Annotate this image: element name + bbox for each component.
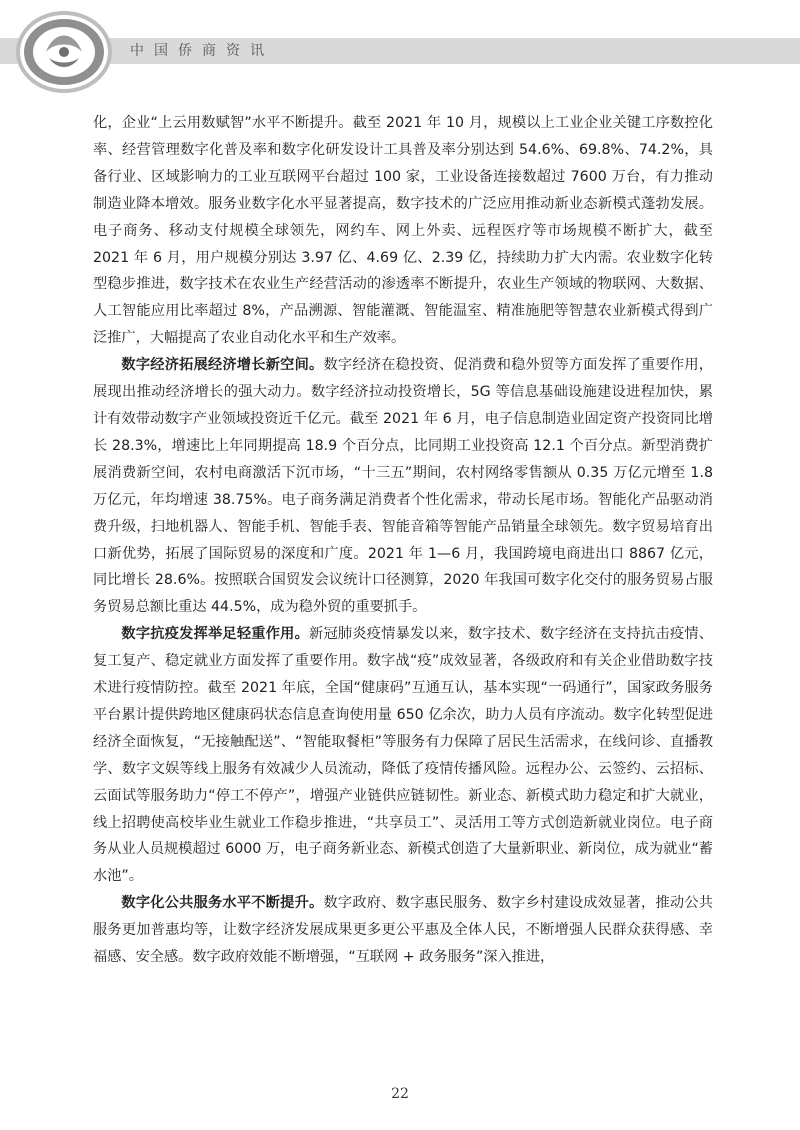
paragraph-2 (93, 352, 713, 621)
paragraph-3 (93, 621, 713, 890)
paragraph-1 (93, 110, 713, 352)
paragraph-lead: 数字经济拓展经济增长新空间。 (121, 357, 324, 374)
header-title: 中国侨商资讯 (130, 43, 274, 59)
paragraph-text: 数字政府、数字惠民服务、数字乡村建设成效显著，推动公共服务更加普惠均等，让数字经济发展成果更多更公平惠及全体人民，不断增强人民群众获得感、幸福感、安全感。数字政府效能不断增强，“互联网 + 政务服务”深入推进， (93, 895, 713, 966)
paragraph-lead: 数字化公共服务水平不断提升。 (121, 895, 324, 912)
body-text (93, 110, 713, 971)
paragraph-text: 数字经济在稳投资、促消费和稳外贸等方面发挥了重要作用，展现出推动经济增长的强大动力。数字经济拉动投资增长，5G 等信息基础设施建设进程加快，累计有效带动数字产业领域投资近千亿元。截至 2021 年 6 月，电子信息制造业固定资产投资同比增长 28.3%，增速比上年同期提高 18.9 个百分点，比同期工业投资高 12.1 个百分点。新型消费扩展消费新空间，农村电商激活下沉市场，“十三五”期间，农村网络零售额从 0.35 万亿元增至 1.8 万亿元，年均增速 38.75%。电子商务满足消费者个性化需求，带动长尾市场。智能化产品驱动消费升级，扫地机器人、智能手机、智能手表、智能音箱等智能产品销量全球领先。数字贸易培育出口新优势，拓展了国际贸易的深度和广度。2021 年 1—6 月，我国跨境电商进出口 8867 亿元，同比增长 28.6%。按照联合国贸发会议统计口径测算，2020 年我国可数字化交付的服务贸易占服务贸易总额比重达 44.5%，成为稳外贸的重要抓手。 (93, 357, 713, 616)
logo-emblem (14, 8, 114, 96)
paragraph-lead: 数字抗疫发挥举足轻重作用。 (121, 626, 310, 643)
page-number: 22 (391, 1086, 409, 1102)
header-band (0, 38, 800, 64)
paragraph-text: 化，企业“上云用数赋智”水平不断提升。截至 2021 年 10 月，规模以上工业企业关键工序数控化率、经营管理数字化普及率和数字化研发设计工具普及率分别达到 54.6%、69.8%、74.2%，具备行业、区域影响力的工业互联网平台超过 100 家，工业设备连接数超过 7600 万台，有力推动制造业降本增效。服务业数字化水平显著提高，数字技术的广泛应用推动新业态新模式蓬勃发展。电子商务、移动支付规模全球领先，网约车、网上外卖、远程医疗等市场规模不断扩大，截至 2021 年 6 月，用户规模分别达 3.97 亿、4.69 亿、2.39 亿，持续助力扩大内需。农业数字化转型稳步推进，数字技术在农业生产经营活动的渗透率不断提升，农业生产领域的物联网、大数据、人工智能应用比率超过 8%，产品溯源、智能灌溉、智能温室、精准施肥等智慧农业新模式得到广泛推广，大幅提高了农业自动化水平和生产效率。 (93, 115, 713, 347)
paragraph-text: 新冠肺炎疫情暴发以来，数字技术、数字经济在支持抗击疫情、复工复产、稳定就业方面发挥了重要作用。数字战“疫”成效显著，各级政府和有关企业借助数字技术进行疫情防控。截至 2021 年底，全国“健康码”互通互认，基本实现“一码通行”，国家政务服务平台累计提供跨地区健康码状态信息查询使用量 650 亿余次，助力人员有序流动。数字化转型促进经济全面恢复，“无接触配送”、“智能取餐柜”等服务有力保障了居民生活需求，在线问诊、直播教学、数字文娱等线上服务有效减少人员流动，降低了疫情传播风险。远程办公、云签约、云招标、云面试等服务助力“停工不停产”，增强产业链供应链韧性。新业态、新模式助力稳定和扩大就业，线上招聘使高校毕业生就业工作稳步推进，“共享员工”、灵活用工等方式创造新就业岗位。电子商务从业人员规模超过 6000 万，电子商务新业态、新模式创造了大量新职业、新岗位，成为就业“蓄水池”。 (93, 626, 713, 885)
paragraph-4 (93, 890, 713, 971)
